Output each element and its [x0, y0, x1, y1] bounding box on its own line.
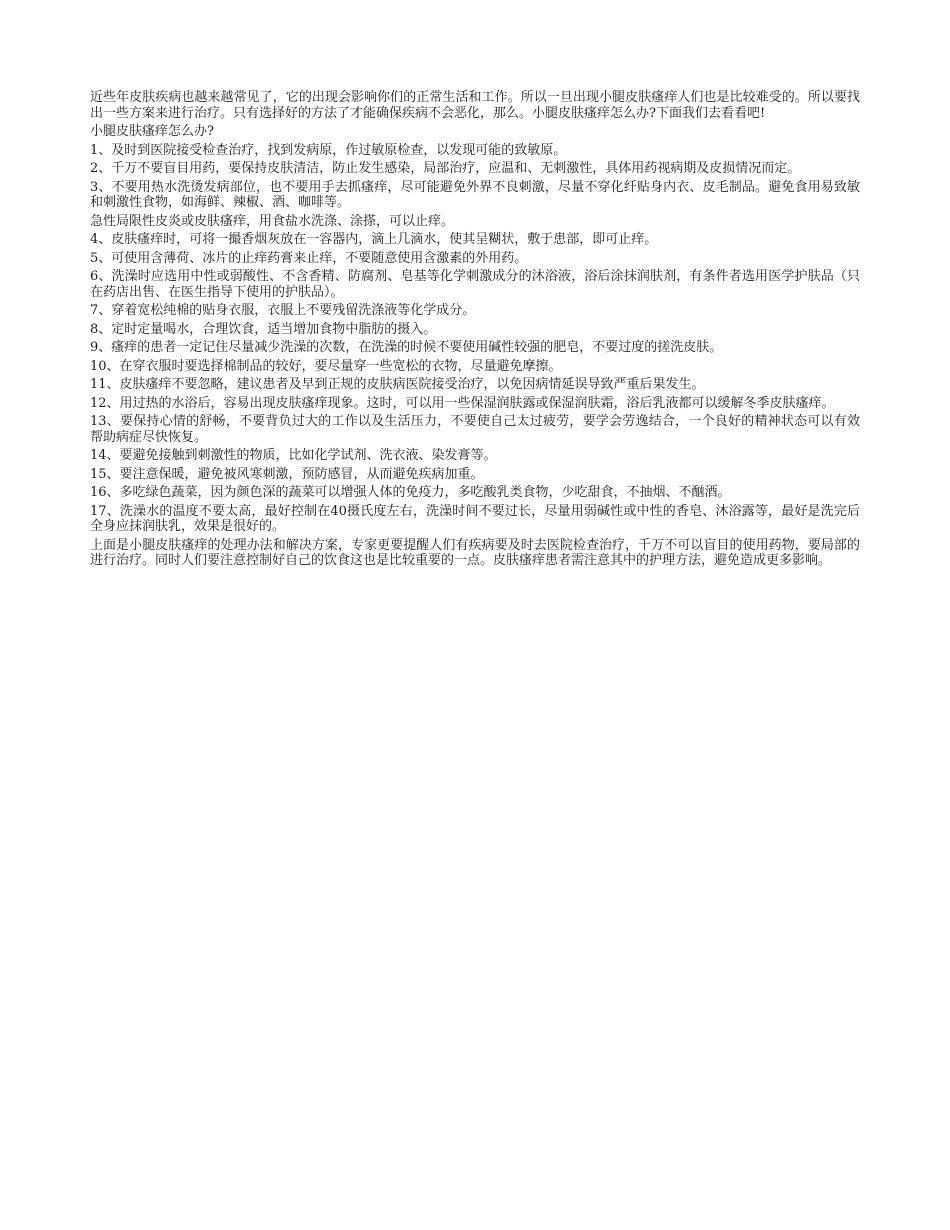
intro-paragraph: 近些年皮肤疾病也越来越常见了，它的出现会影响你们的正常生活和工作。所以一旦出现小腿皮肤瘙痒人们也是比较难受的。所以要找出一些方案来进行治疗。只有选择好的方法了才能确保疾病不会恶化，那么。小腿皮肤瘙痒怎么办?下面我们去看看吧! — [90, 90, 860, 121]
list-item: 12、用过热的水浴后，容易出现皮肤瘙痒现象。这时，可以用一些保湿润肤露或保湿润肤霜，浴后乳液都可以缓解冬季皮肤瘙痒。 — [90, 395, 835, 411]
list-item: 7、穿着宽松纯棉的贴身衣服，衣服上不要残留洗涤液等化学成分。 — [90, 303, 476, 318]
list-item: 14、要避免接触到刺激性的物质，比如化学试剂、洗衣液、染发膏等。 — [90, 448, 497, 463]
list-item: 16、多吃绿色蔬菜，因为颜色深的蔬菜可以增强人体的免疫力，多吃酸乳类食物，少吃甜食，不抽烟、不酗酒。 — [90, 485, 731, 500]
list-item: 5、可使用含薄荷、冰片的止痒药膏来止痒，不要随意使用含激素的外用药。 — [90, 250, 528, 266]
list-item: 15、要注意保暖，避免被风寒刺激，预防感冒，从而避免疾病加重。 — [90, 466, 484, 482]
list-item: 17、洗澡水的温度不要太高，最好控制在40摄氏度左右，洗澡时间不要过长，尽量用弱碱性或中性的香皂、沐浴露等，最好是洗完后全身应抹润肤乳，效果是很好的。 — [90, 503, 860, 534]
list-item: 1、及时到医院接受检查治疗，找到发病原，作过敏原检查，以发现可能的致敏原。 — [90, 142, 567, 158]
list-item: 11、皮肤瘙痒不要忽略，建议患者及早到正规的皮肤病医院接受治疗，以免因病情延误导致严重后果发生。 — [90, 377, 705, 392]
list-item: 8、定时定量喝水，合理饮食，适当增加食物中脂肪的摄入。 — [90, 321, 437, 337]
list-item: 6、洗澡时应选用中性或弱酸性、不含香精、防腐剂、皂基等化学刺激成分的沐浴液，浴后涂抹润肤剂，有条件者选用医学护肤品（只在药店出售、在医生指导下使用的护肤品）。 — [90, 269, 860, 300]
list-item: 急性局限性皮炎或皮肤瘙痒，用食盐水洗涤、涂搽，可以止痒。 — [90, 213, 455, 229]
list-item: 4、皮肤瘙痒时，可将一撮香烟灰放在一容器内，滴上几滴水，使其呈糊状，敷于患部，即可止痒。 — [90, 232, 658, 247]
list-item: 3、不要用热水洗烫发病部位，也不要用手去抓瘙痒，尽可能避免外界不良刺激，尽量不穿化纤贴身内衣、皮毛制品。避免食用易致敏和刺激性食物，如海鲜、辣椒、酒、咖啡等。 — [90, 179, 860, 210]
list-item: 10、在穿衣服时要选择棉制品的较好，要尽量穿一些宽松的衣物，尽量避免摩擦。 — [90, 358, 562, 374]
conclusion-paragraph: 上面是小腿皮肤瘙痒的处理办法和解决方案，专家更要提醒人们有疾病要及时去医院检查治疗，千万不可以盲目的使用药物，要局部的进行治疗。同时人们要注意控制好自己的饮食这也是比较重要的一点。皮肤瘙痒患者需注意其中的护理方法，避免造成更多影响。 — [90, 537, 860, 568]
question-heading: 小腿皮肤瘙痒怎么办? — [90, 124, 214, 139]
document-body — [90, 90, 860, 572]
list-item: 13、要保持心情的舒畅，不要背负过大的工作以及生活压力，不要使自己太过疲劳，要学会劳逸结合，一个良好的精神状态可以有效帮助病症尽快恢复。 — [90, 414, 860, 445]
list-item: 2、千万不要盲目用药，要保持皮肤清洁，防止发生感染，局部治疗，应温和、无刺激性，具体用药视病期及皮损情况而定。 — [90, 161, 801, 176]
list-item: 9、瘙痒的患者一定记住尽量减少洗澡的次数，在洗澡的时候不要使用碱性较强的肥皂，不要过度的搓洗皮肤。 — [90, 340, 723, 355]
